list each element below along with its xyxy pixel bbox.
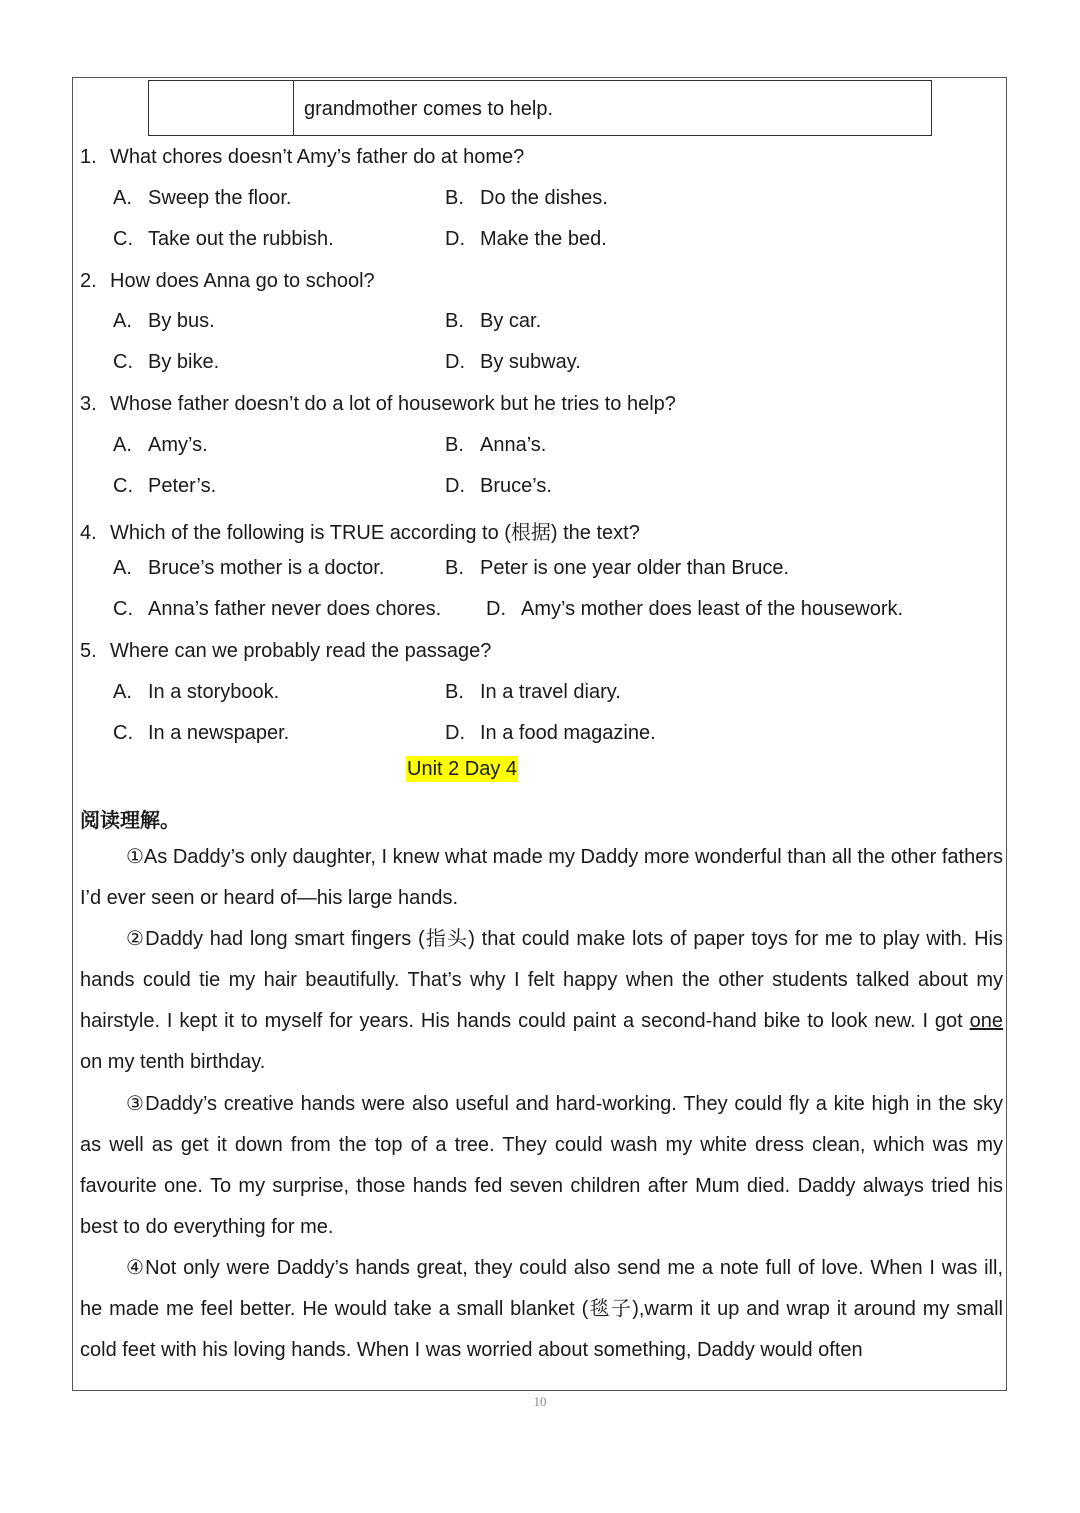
option-3d (445, 475, 552, 498)
option-2b (445, 310, 541, 333)
paragraph-2 (80, 919, 1003, 1083)
option-3a (113, 434, 208, 457)
table-row (148, 80, 932, 136)
option-text: Do the dishes. (480, 187, 608, 209)
option-text: Peter’s. (148, 475, 217, 497)
option-text: In a newspaper. (148, 722, 290, 744)
question-text: What chores doesn’t Amy’s father do at home? (110, 146, 525, 168)
option-2c (113, 351, 219, 374)
paragraph-2-text: ②Daddy had long smart fingers (指头) that could make lots of paper toys for me to play with. His hands could tie my hair beautifully. That’s why I felt happy when the other students talked about my hairstyle. I kept it to myself for years. His hands could paint a second-hand bike to look new. I got (80, 928, 1003, 1033)
underlined-word: one (969, 1010, 1003, 1033)
option-text: Bruce’s. (480, 475, 552, 497)
option-4d (486, 598, 903, 621)
option-5c (113, 722, 289, 745)
option-letter: D. (445, 722, 465, 744)
table-cell-left (149, 81, 294, 135)
option-letter: D. (445, 228, 465, 250)
option-text: By bike. (148, 351, 220, 373)
question-text: Which of the following is TRUE according to (根据) the text? (110, 522, 640, 544)
question-number: 2. (80, 270, 97, 292)
option-text: By subway. (480, 351, 581, 373)
option-letter: C. (113, 351, 133, 373)
paragraph-1: ①As Daddy’s only daughter, I knew what made my Daddy more wonderful than all the other fathers I’d ever seen or heard of—his large hands. (80, 846, 1003, 910)
question-number: 3. (80, 393, 97, 415)
option-letter: D. (445, 351, 465, 373)
option-letter: A. (113, 557, 132, 579)
option-text: Amy’s mother does least of the housework. (521, 598, 904, 620)
question-text: How does Anna go to school? (110, 270, 375, 292)
option-letter: A. (113, 681, 132, 703)
option-letter: D. (445, 475, 465, 497)
option-4c (113, 598, 441, 621)
option-text: By car. (480, 310, 542, 332)
option-4a (113, 557, 384, 580)
option-text: Sweep the floor. (148, 187, 292, 209)
paragraph-2-end: on my tenth birthday. (80, 1051, 266, 1074)
paragraph-3: ③Daddy’s creative hands were also useful and hard-working. They could fly a kite high in the sky as well as get it down from the top of a tree. They could wash my white dress clean, which was my favourite one. To my surprise, those hands fed seven children after Mum died. Daddy always tried his best to do everything for me. (80, 1092, 1003, 1238)
option-3c (113, 475, 216, 498)
question-text: Where can we probably read the passage? (110, 640, 492, 662)
option-letter: C. (113, 475, 133, 497)
option-letter: A. (113, 310, 132, 332)
option-1b (445, 187, 608, 210)
option-1c (113, 228, 334, 251)
option-5d (445, 722, 656, 745)
option-letter: D. (486, 598, 506, 620)
option-text: Bruce’s mother is a doctor. (148, 557, 385, 579)
unit-title: Unit 2 Day 4 (407, 758, 518, 780)
option-1d (445, 228, 607, 251)
section-title: 阅读理解。 (80, 808, 180, 832)
option-text: By bus. (148, 310, 215, 332)
option-text: Anna’s. (480, 434, 547, 456)
option-4b (445, 557, 789, 580)
option-letter: C. (113, 598, 133, 620)
question-3 (80, 393, 676, 416)
option-2d (445, 351, 581, 374)
question-number: 1. (80, 146, 97, 168)
option-letter: B. (445, 557, 464, 579)
option-text: Peter is one year older than Bruce. (480, 557, 790, 579)
reading-passage (80, 837, 1003, 1371)
question-1 (80, 146, 524, 169)
page-number: 10 (533, 1394, 547, 1409)
question-number: 4. (80, 522, 97, 544)
option-text: Make the bed. (480, 228, 607, 250)
paragraph-4: ④Not only were Daddy’s hands great, they could also send me a note full of love. When I was ill, he made me feel better. He would take a small blanket (毯子),warm it up and wrap it around my small cold feet with his loving hands. When I was worried about something, Daddy would often (80, 1256, 1003, 1362)
option-5a (113, 681, 279, 704)
question-text: Whose father doesn’t do a lot of housework but he tries to help? (110, 393, 676, 415)
option-letter: B. (445, 681, 464, 703)
option-letter: B. (445, 310, 464, 332)
option-text: In a food magazine. (480, 722, 656, 744)
option-letter: A. (113, 434, 132, 456)
question-2 (80, 270, 375, 293)
option-letter: C. (113, 722, 133, 744)
option-letter: B. (445, 434, 464, 456)
option-2a (113, 310, 215, 333)
question-number: 5. (80, 640, 97, 662)
option-1a (113, 187, 291, 210)
option-letter: A. (113, 187, 132, 209)
option-text: In a storybook. (148, 681, 280, 703)
option-letter: B. (445, 187, 464, 209)
table-cell-right: grandmother comes to help. (304, 98, 554, 120)
option-text: In a travel diary. (480, 681, 621, 703)
question-4 (80, 516, 640, 545)
option-5b (445, 681, 621, 704)
option-letter: C. (113, 228, 133, 250)
option-text: Take out the rubbish. (148, 228, 334, 250)
question-5 (80, 640, 491, 663)
option-text: Amy’s. (148, 434, 208, 456)
option-text: Anna’s father never does chores. (148, 598, 442, 620)
option-3b (445, 434, 546, 457)
